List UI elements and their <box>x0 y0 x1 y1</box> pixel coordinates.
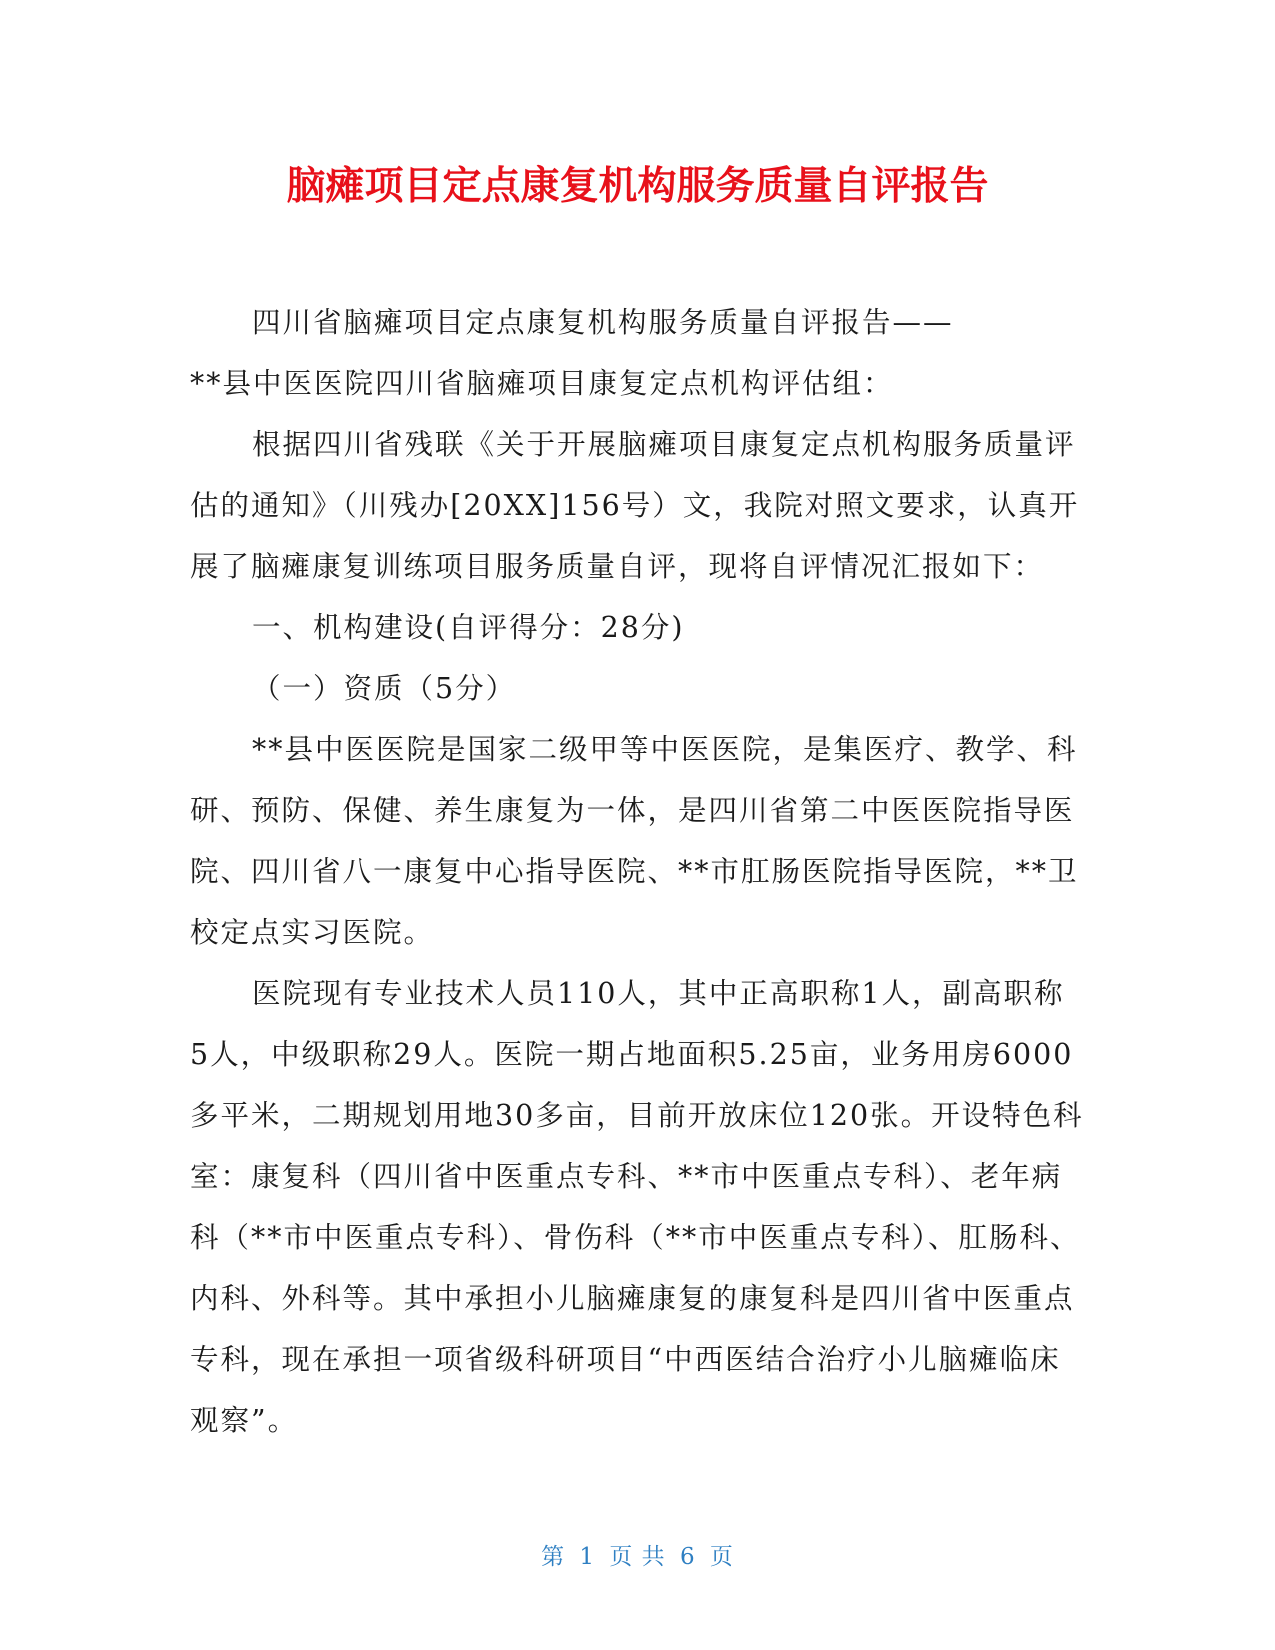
footer-suffix: 页 <box>709 1544 734 1570</box>
footer-total-pages: 6 <box>679 1544 696 1570</box>
page-footer <box>0 1538 1275 1571</box>
section-heading-1: 一、机构建设(自评得分：28分) <box>252 611 685 644</box>
footer-prefix: 第 <box>541 1544 566 1570</box>
paragraph-intro: 根据四川省残联《关于开展脑瘫项目康复定点机构服务质量评估的通知》（川残办[20XX]156号）文，我院对照文要求，认真开展了脑瘫康复训练项目服务质量自评，现将自评情况汇报如下： <box>190 428 1080 583</box>
document-title: 脑瘫项目定点康复机构服务质量自评报告 <box>286 164 989 209</box>
paragraph-heading-line: 四川省脑瘫项目定点康复机构服务质量自评报告—— <box>252 306 954 339</box>
paragraph-staff-facilities: 医院现有专业技术人员110人，其中正高职称1人，副高职称5人，中级职称29人。医院一期占地面积5.25亩，业务用房6000多平米，二期规划用地30多亩，目前开放床位120张。开设特色科室：康复科（四川省中医重点专科、**市中医重点专科）、老年病科（**市中医重点专科）、骨伤科（**市中医重点专科）、肛肠科、内科、外科等。其中承担小儿脑瘫康复的康复科是四川省中医重点专科，现在承担一项省级科研项目“中西医结合治疗小儿脑瘫临床观察”。 <box>190 977 1084 1437</box>
document-body <box>190 292 1084 1451</box>
footer-middle: 页 共 <box>609 1544 666 1570</box>
footer-page-number: 1 <box>579 1544 596 1570</box>
paragraph-addressee: **县中医医院四川省脑瘫项目康复定点机构评估组： <box>190 367 894 400</box>
paragraph-hospital-profile: **县中医医院是国家二级甲等中医医院，是集医疗、教学、科研、预防、保健、养生康复为一体，是四川省第二中医医院指导医院、四川省八一康复中心指导医院、**市肛肠医院指导医院，**卫校定点实习医院。 <box>190 733 1079 949</box>
subsection-heading-1: （一）资质（5分） <box>252 672 517 705</box>
